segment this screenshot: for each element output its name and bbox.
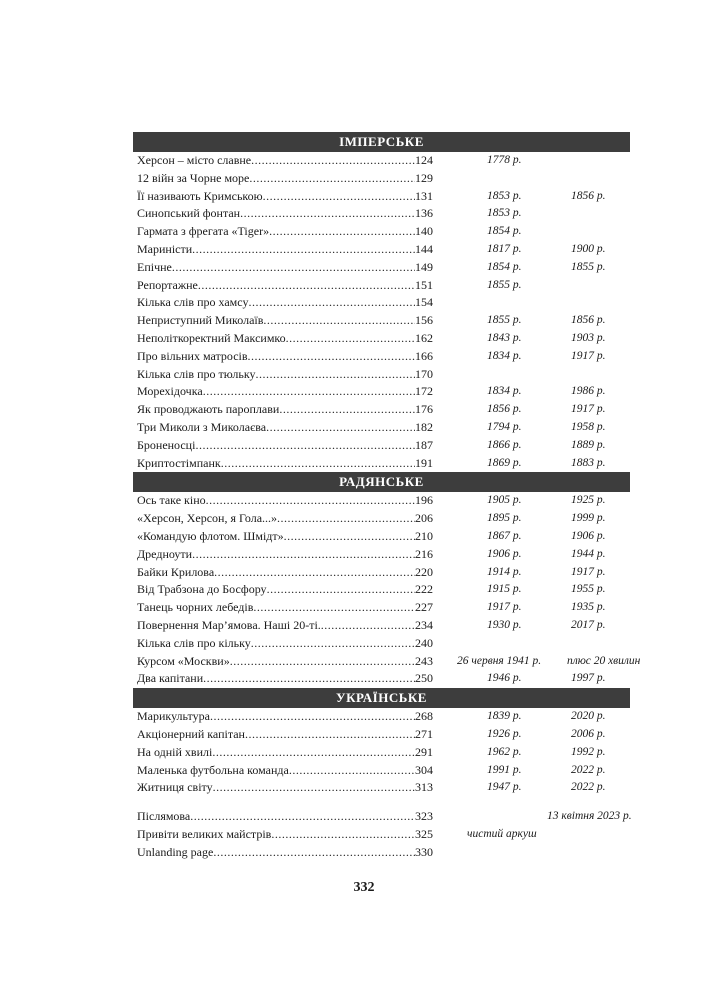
entry-title: Кілька слів про тюльку (137, 366, 256, 381)
toc-entry-leader (137, 294, 433, 312)
entry-page-number: 124 (415, 153, 433, 167)
entry-year-start: 1915 р. (487, 583, 522, 596)
toc-entry (133, 170, 630, 188)
toc-entry-leader (137, 205, 433, 223)
entry-page-number: 250 (415, 671, 433, 686)
toc-entry-leader (137, 581, 433, 599)
toc-entry-leader (137, 348, 433, 366)
dot-leader (172, 259, 415, 277)
dot-leader (214, 564, 415, 582)
entry-page-number: 291 (415, 744, 433, 759)
toc-entry-leader (137, 808, 433, 826)
entry-year-start: 26 червня 1941 р. (457, 654, 542, 667)
toc-entry (133, 419, 630, 437)
dot-leader (245, 726, 415, 744)
dot-leader (230, 653, 415, 671)
toc-entry (133, 744, 630, 762)
entry-title: Житниця світу (137, 780, 213, 795)
toc-entry-leader (137, 401, 433, 419)
section-header: РАДЯНСЬКЕ (133, 472, 630, 492)
entry-year-end: 1917 р. (571, 565, 606, 578)
entry-year-end: 2020 р. (571, 710, 606, 723)
dot-leader (192, 546, 415, 564)
toc-entry-leader (137, 779, 433, 797)
toc-entry-leader (137, 708, 433, 726)
entry-year-end: 1855 р. (571, 260, 606, 273)
entry-title: Її називають Кримською (137, 188, 263, 203)
entry-title: Маленька футбольна команда (137, 762, 289, 777)
toc-entry (133, 223, 630, 241)
toc-entry-leader (137, 528, 433, 546)
section-entries (133, 708, 630, 797)
section-header: УКРАЇНСЬКЕ (133, 688, 630, 708)
entry-page-number: 162 (415, 330, 433, 345)
entry-title: Морехідочка (137, 384, 203, 399)
entry-page-number: 191 (415, 455, 433, 470)
dot-leader (251, 635, 415, 653)
entry-title: Херсон – місто славне (137, 153, 252, 167)
entry-year-end: 2017 р. (571, 618, 606, 631)
dot-leader (289, 762, 415, 780)
entry-year-start: 1906 р. (487, 547, 522, 560)
entry-year-end: плюс 20 хвилин (567, 654, 641, 667)
entry-year-start: 1855 р. (487, 278, 522, 291)
entry-year-end: 1917 р. (571, 349, 606, 362)
entry-year-start: 1914 р. (487, 565, 522, 578)
entry-year-end: 1900 р. (571, 242, 606, 255)
entry-page-number: 129 (415, 170, 433, 185)
dot-leader (195, 437, 415, 455)
toc-entry (133, 383, 630, 401)
toc-entry-leader (137, 670, 433, 688)
entry-year-end: 1917 р. (571, 403, 606, 416)
entry-year-start: 1854 р. (487, 225, 522, 238)
entry-page-number: 304 (415, 762, 433, 777)
dot-leader (269, 223, 415, 241)
entry-title: Післямова (137, 809, 191, 824)
toc-entry-leader (137, 726, 433, 744)
dot-leader (221, 455, 415, 473)
dot-leader (248, 294, 415, 312)
toc-entry-leader (137, 259, 433, 277)
entry-title: Про вільних матросів (137, 348, 248, 363)
toc-entry (133, 564, 630, 582)
toc-entry (133, 581, 630, 599)
dot-leader (263, 188, 415, 206)
entry-year-start: 1946 р. (487, 672, 522, 685)
dot-leader (249, 170, 415, 188)
toc-entry-leader (137, 241, 433, 259)
entry-year-start: 1854 р. (487, 260, 522, 273)
toc-entry (133, 528, 630, 546)
dot-leader (251, 152, 415, 170)
toc-entry (133, 437, 630, 455)
toc-entry-leader (137, 492, 433, 510)
entry-page-number: 220 (415, 564, 433, 579)
toc-entry-leader (137, 844, 433, 862)
entry-year-end: 1997 р. (571, 672, 606, 685)
entry-title: «Херсон, Херсон, я Гола...» (137, 511, 278, 526)
dot-leader (203, 670, 415, 688)
toc-entry (133, 205, 630, 223)
dot-leader (263, 312, 415, 330)
toc-entry (133, 312, 630, 330)
entry-year-start: 1839 р. (487, 710, 522, 723)
entry-page-number: 166 (415, 348, 433, 363)
toc-entry (133, 277, 630, 295)
entry-page-number: 149 (415, 259, 433, 274)
section-entries (133, 152, 630, 472)
toc-entry (133, 188, 630, 206)
entry-page-number: 131 (415, 188, 433, 203)
entry-year-start: 1962 р. (487, 745, 522, 758)
entry-year-end: 2006 р. (571, 727, 606, 740)
toc-entry-leader (137, 455, 433, 473)
toc-entry (133, 670, 630, 688)
entry-page-number: 182 (415, 419, 433, 434)
toc-entry-leader (137, 437, 433, 455)
toc-entry-leader (137, 653, 433, 671)
entry-title: Криптостімпанк (137, 455, 221, 470)
entry-year-end: 1986 р. (571, 385, 606, 398)
dot-leader (279, 401, 415, 419)
toc-entry-leader (137, 826, 433, 844)
table-of-contents (133, 132, 641, 861)
entry-page-number: 271 (415, 726, 433, 741)
entry-year-start: 1853 р. (487, 189, 522, 202)
dot-leader (192, 241, 415, 259)
entry-title: Від Трабзона до Босфору (137, 582, 267, 597)
toc-entry-leader (137, 599, 433, 617)
entry-year-start: 1895 р. (487, 512, 522, 525)
closing-entries (133, 808, 630, 861)
entry-year-end: 1958 р. (571, 420, 606, 433)
entry-year-start: 1794 р. (487, 420, 522, 433)
toc-entry-leader (137, 510, 433, 528)
entry-page-number: 330 (415, 844, 433, 859)
entry-page-number: 222 (415, 582, 433, 597)
dot-leader (248, 348, 415, 366)
entry-year-start: 1855 р. (487, 314, 522, 327)
dot-leader (271, 826, 415, 844)
entry-title: Мариністи (137, 241, 193, 256)
entry-page-number: 140 (415, 224, 433, 239)
entry-year-end: 1856 р. (571, 189, 606, 202)
entry-title: Ось таке кіно (137, 493, 206, 508)
entry-page-number: 172 (415, 384, 433, 399)
toc-entry-leader (137, 170, 433, 188)
toc-entry (133, 152, 630, 170)
toc-entry (133, 617, 630, 635)
toc-entry (133, 599, 630, 617)
entry-year-start: 1853 р. (487, 207, 522, 220)
dot-leader (286, 330, 415, 348)
entry-year-end: 13 квітня 2023 р. (547, 810, 632, 823)
entry-page-number: 240 (415, 635, 433, 650)
entry-title: Гармата з фрегата «Tiger» (137, 224, 270, 239)
entry-title: Курсом «Москви» (137, 653, 230, 668)
toc-entry (133, 401, 630, 419)
entry-title: Unlanding page (137, 844, 214, 859)
entry-title: Кілька слів про кільку (137, 635, 251, 650)
entry-title: Марикультура (137, 709, 210, 724)
toc-entry-leader (137, 152, 433, 170)
entry-year-end: 1999 р. (571, 512, 606, 525)
dot-leader (213, 779, 415, 797)
entry-page-number: 151 (415, 277, 433, 292)
toc-entry (133, 294, 630, 312)
entry-title: Репортажне (137, 277, 198, 292)
section-header: ІМПЕРСЬКЕ (133, 132, 630, 152)
entry-page-number: 216 (415, 546, 433, 561)
toc-entry (133, 635, 630, 653)
dot-leader (240, 205, 415, 223)
entry-year-start: 1856 р. (487, 403, 522, 416)
entry-page-number: 136 (415, 206, 433, 221)
entry-title: На одній хвилі (137, 744, 213, 759)
dot-leader (256, 366, 415, 384)
toc-entry-leader (137, 383, 433, 401)
entry-year-end: 1955 р. (571, 583, 606, 596)
toc-entry (133, 492, 630, 510)
entry-title: «Командую флотом. Шмідт» (137, 528, 284, 543)
entry-year-start: 1926 р. (487, 727, 522, 740)
entry-year-end: 2022 р. (571, 763, 606, 776)
entry-year-start: 1817 р. (487, 242, 522, 255)
toc-entry-leader (137, 277, 433, 295)
entry-title: Акціонерний капітан (137, 726, 245, 741)
toc-entry (133, 653, 641, 671)
entry-title: Кілька слів про хамсу (137, 295, 249, 310)
toc-entry-leader (137, 635, 433, 653)
entry-title: Три Миколи з Миколаєва (137, 419, 267, 434)
entry-title: Неприступний Миколаїв (137, 313, 264, 328)
dot-leader (198, 277, 415, 295)
entry-year-start: 1930 р. (487, 618, 522, 631)
entry-title: Епічне (137, 259, 172, 274)
entry-title: Танець чорних лебедів (137, 600, 254, 615)
toc-entry-leader (137, 312, 433, 330)
entry-year-start: 1991 р. (487, 763, 522, 776)
entry-page-number: 323 (415, 809, 433, 824)
entry-page-number: 243 (415, 653, 433, 668)
entry-page-number: 187 (415, 437, 433, 452)
entry-year-end: 1935 р. (571, 601, 606, 614)
entry-title: Неполіткоректний Максимко (137, 330, 286, 345)
toc-entry (133, 808, 630, 826)
entry-page-number: 313 (415, 780, 433, 795)
toc-entry (133, 330, 630, 348)
dot-leader (213, 844, 415, 862)
toc-entry (133, 726, 630, 744)
entry-title: Два капітани (137, 671, 204, 686)
entry-year-start: 1866 р. (487, 438, 522, 451)
toc-entry (133, 762, 630, 780)
dot-leader (267, 581, 415, 599)
entry-year-start: 1869 р. (487, 456, 522, 469)
dot-leader (206, 492, 415, 510)
toc-entry (133, 510, 630, 528)
entry-year-end: 2022 р. (571, 781, 606, 794)
entry-year-end: 1906 р. (571, 529, 606, 542)
entry-page-number: 196 (415, 493, 433, 508)
toc-entry (133, 546, 630, 564)
toc-entry-leader (137, 188, 433, 206)
toc-entry-leader (137, 546, 433, 564)
dot-leader (203, 383, 415, 401)
spacer (133, 797, 630, 808)
dot-leader (212, 744, 415, 762)
toc-entry-leader (137, 762, 433, 780)
dot-leader (321, 617, 415, 635)
toc-entry (133, 844, 630, 862)
entry-year-start: 1947 р. (487, 781, 522, 794)
entry-year-start: чистий аркуш (467, 827, 537, 840)
entry-year-start: 1905 р. (487, 494, 522, 507)
dot-leader (253, 599, 415, 617)
entry-year-end: 1883 р. (571, 456, 606, 469)
toc-entry-leader (137, 617, 433, 635)
entry-year-start: 1778 р. (487, 154, 522, 166)
entry-page-number: 170 (415, 366, 433, 381)
entry-year-end: 1925 р. (571, 494, 606, 507)
entry-year-start: 1843 р. (487, 331, 522, 344)
entry-year-end: 1903 р. (571, 331, 606, 344)
section-entries (133, 492, 641, 688)
entry-page-number: 206 (415, 511, 433, 526)
toc-entry (133, 779, 630, 797)
entry-page-number: 227 (415, 600, 433, 615)
entry-title: Як проводжають пароплави (137, 402, 280, 417)
entry-page-number: 325 (415, 826, 433, 841)
toc-entry-leader (137, 744, 433, 762)
entry-page-number: 144 (415, 241, 433, 256)
entry-title: Синопський фонтан (137, 206, 241, 221)
entry-year-end: 1944 р. (571, 547, 606, 560)
entry-page-number: 154 (415, 295, 433, 310)
entry-title: Повернення Мар’ямова. Наші 20-ті. (137, 617, 321, 632)
entry-year-end: 1889 р. (571, 438, 606, 451)
toc-entry (133, 708, 630, 726)
dot-leader (190, 808, 415, 826)
toc-entry-leader (137, 564, 433, 582)
toc-entry-leader (137, 223, 433, 241)
entry-page-number: 210 (415, 528, 433, 543)
entry-page-number: 234 (415, 617, 433, 632)
toc-entry-leader (137, 419, 433, 437)
toc-entry-leader (137, 330, 433, 348)
entry-year-start: 1867 р. (487, 529, 522, 542)
entry-year-start: 1834 р. (487, 349, 522, 362)
entry-title: Байки Крилова (137, 564, 215, 579)
entry-title: Броненосці (137, 437, 196, 452)
toc-entry-leader (137, 366, 433, 384)
entry-title: Привіти великих майстрів (137, 826, 272, 841)
toc-entry (133, 366, 630, 384)
dot-leader (277, 510, 415, 528)
dot-leader (210, 708, 415, 726)
entry-title: Дредноути (137, 546, 193, 561)
entry-year-start: 1834 р. (487, 385, 522, 398)
toc-entry (133, 259, 630, 277)
page-number: 332 (353, 880, 375, 895)
toc-entry (133, 455, 630, 473)
entry-page-number: 268 (415, 709, 433, 724)
entry-year-end: 1856 р. (571, 314, 606, 327)
entry-year-start: 1917 р. (487, 601, 522, 614)
entry-page-number: 176 (415, 402, 433, 417)
toc-entry (133, 348, 630, 366)
entry-page-number: 156 (415, 313, 433, 328)
entry-year-end: 1992 р. (571, 745, 606, 758)
toc-entry (133, 826, 630, 844)
dot-leader (284, 528, 415, 546)
toc-entry (133, 241, 630, 259)
dot-leader (266, 419, 415, 437)
entry-title: 12 війн за Чорне море (137, 170, 250, 185)
